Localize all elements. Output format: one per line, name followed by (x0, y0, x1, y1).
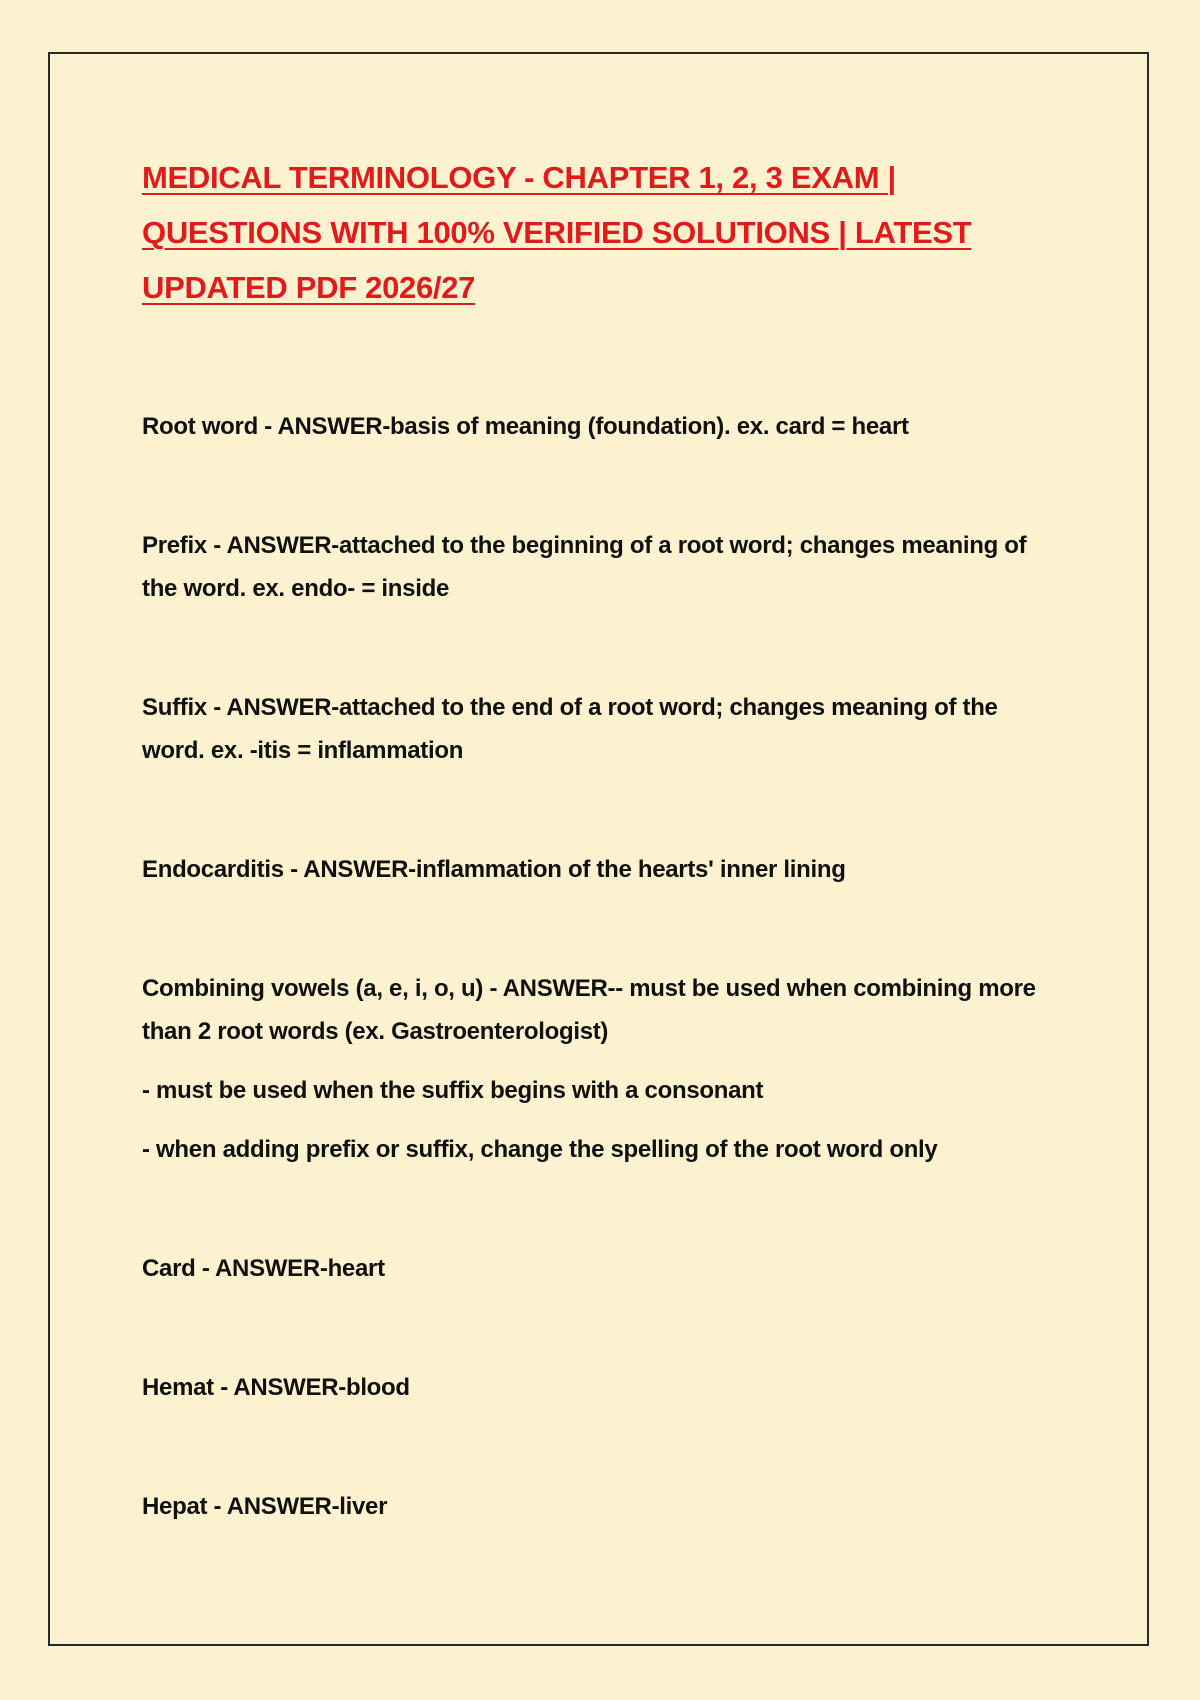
qa-entry-hepat (142, 1485, 1062, 1528)
document-title (142, 150, 1062, 315)
qa-entry-prefix (142, 524, 1062, 610)
qa-entry-endocarditis (142, 848, 1062, 891)
qa-entry-hemat (142, 1366, 1062, 1409)
qa-entry-root-word (142, 405, 1062, 448)
title-line-3: UPDATED PDF 2026/27 (142, 270, 476, 305)
entry-text: Hepat - ANSWER-liver (142, 1493, 388, 1520)
title-line-1: MEDICAL TERMINOLOGY - CHAPTER 1, 2, 3 EXAM | (142, 160, 896, 195)
entry-text: Prefix - ANSWER-attached to the beginning of a root word; changes meaning of (142, 532, 1027, 559)
entry-text: Endocarditis - ANSWER-inflammation of the hearts' inner lining (142, 856, 846, 883)
entry-text: word. ex. -itis = inflammation (142, 737, 464, 764)
qa-entry-card (142, 1247, 1062, 1290)
entry-text: Combining vowels (a, e, i, o, u) - ANSWER-- must be used when combining more (142, 975, 1036, 1002)
entry-text: than 2 root words (ex. Gastroenterologist) (142, 1018, 609, 1045)
entry-bullet: - when adding prefix or suffix, change the spelling of the root word only (142, 1136, 938, 1163)
entry-text: Hemat - ANSWER-blood (142, 1374, 410, 1401)
entry-text: Suffix - ANSWER-attached to the end of a root word; changes meaning of the (142, 694, 998, 721)
qa-entry-combining-vowels (142, 967, 1062, 1171)
document-content (142, 150, 1062, 1604)
entry-bullet: - must be used when the suffix begins with a consonant (142, 1077, 764, 1104)
entry-text: Card - ANSWER-heart (142, 1255, 385, 1282)
entry-text: Root word - ANSWER-basis of meaning (foundation). ex. card = heart (142, 413, 909, 440)
qa-entry-suffix (142, 686, 1062, 772)
entry-text: the word. ex. endo- = inside (142, 575, 449, 602)
title-line-2: QUESTIONS WITH 100% VERIFIED SOLUTIONS | LATEST (142, 215, 972, 250)
qa-entries (142, 405, 1062, 1528)
